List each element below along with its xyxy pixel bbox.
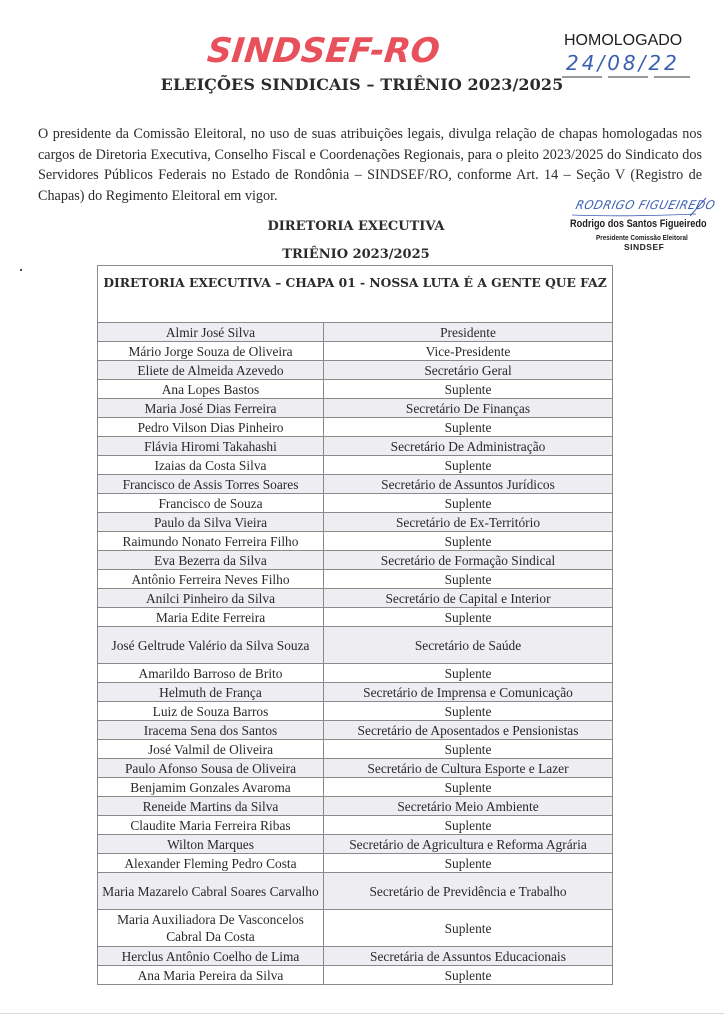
member-name: Paulo da Silva Vieira xyxy=(98,513,324,532)
table-row xyxy=(98,664,613,683)
chapa-title: DIRETORIA EXECUTIVA – CHAPA 01 - NOSSA LUTA É A GENTE QUE FAZ xyxy=(98,266,613,323)
table-row xyxy=(98,910,613,947)
table-row xyxy=(98,759,613,778)
member-role: Secretário de Previdência e Trabalho xyxy=(324,873,613,910)
member-role: Suplente xyxy=(324,816,613,835)
member-role: Suplente xyxy=(324,702,613,721)
table-row xyxy=(98,418,613,437)
intro-text: O presidente da Comissão Eleitoral, no uso de suas atribuições legais, divulga relação de chapas homologadas nos cargos de Diretoria Executiva, Conselho Fiscal e Coordenações Regionais, para o pleito 2023/2025 do Sindicato dos Servidores Públicos Federais no Estado de Rondônia – SINDSEF/RO, conforme Art. 14 – Seção V (Registro de Chapas) do Regimento Eleitoral em vigor. xyxy=(38,126,702,204)
member-name: Reneide Martins da Silva xyxy=(98,797,324,816)
table-row xyxy=(98,873,613,910)
member-name: José Valmil de Oliveira xyxy=(98,740,324,759)
table-row xyxy=(98,342,613,361)
member-name: Benjamim Gonzales Avaroma xyxy=(98,778,324,797)
member-role: Suplente xyxy=(324,532,613,551)
table-row xyxy=(98,494,613,513)
member-role: Secretário de Formação Sindical xyxy=(324,551,613,570)
member-name: Alexander Fleming Pedro Costa xyxy=(98,854,324,873)
member-role: Secretário de Capital e Interior xyxy=(324,589,613,608)
member-name: Herclus Antônio Coelho de Lima xyxy=(98,947,324,966)
member-name: Pedro Vilson Dias Pinheiro xyxy=(98,418,324,437)
member-name: Wilton Marques xyxy=(98,835,324,854)
member-role: Secretário de Aposentados e Pensionistas xyxy=(324,721,613,740)
member-role: Secretário De Administração xyxy=(324,437,613,456)
member-role: Vice-Presidente xyxy=(324,342,613,361)
member-role: Secretário Geral xyxy=(324,361,613,380)
handwritten-signature: RODRIGO FIGUEIREDO xyxy=(574,198,717,212)
member-name: Eva Bezerra da Silva xyxy=(98,551,324,570)
table-row xyxy=(98,778,613,797)
member-role: Secretário de Agricultura e Reforma Agrária xyxy=(324,835,613,854)
table-row xyxy=(98,740,613,759)
table-row xyxy=(98,966,613,985)
member-role: Presidente xyxy=(324,323,613,342)
table-row xyxy=(98,608,613,627)
table-row xyxy=(98,399,613,418)
member-name: Paulo Afonso Sousa de Oliveira xyxy=(98,759,324,778)
member-name: Luiz de Souza Barros xyxy=(98,702,324,721)
member-role: Suplente xyxy=(324,778,613,797)
table-row xyxy=(98,456,613,475)
member-name: Almir José Silva xyxy=(98,323,324,342)
member-name: Izaias da Costa Silva xyxy=(98,456,324,475)
member-name: Antônio Ferreira Neves Filho xyxy=(98,570,324,589)
member-name: Iracema Sena dos Santos xyxy=(98,721,324,740)
member-role: Secretário de Saúde xyxy=(324,627,613,664)
table-row xyxy=(98,589,613,608)
signer-org: SINDSEF xyxy=(624,242,665,252)
member-role: Secretário Meio Ambiente xyxy=(324,797,613,816)
stamp-date-text: 24/08/22 xyxy=(566,51,680,75)
member-name: Eliete de Almeida Azevedo xyxy=(98,361,324,380)
member-name: Francisco de Souza xyxy=(98,494,324,513)
sindsef-logo xyxy=(205,26,442,71)
table-row xyxy=(98,475,613,494)
section-subheading: TRIÊNIO 2023/2025 xyxy=(282,247,430,262)
member-role: Suplente xyxy=(324,664,613,683)
page-title: ELEIÇÕES SINDICAIS – TRIÊNIO 2023/2025 xyxy=(160,75,564,94)
table-row xyxy=(98,570,613,589)
section-heading: DIRETORIA EXECUTIVA xyxy=(267,219,445,234)
table-row xyxy=(98,551,613,570)
member-name: Ana Maria Pereira da Silva xyxy=(98,966,324,985)
member-name: Amarildo Barroso de Brito xyxy=(98,664,324,683)
member-name: Francisco de Assis Torres Soares xyxy=(98,475,324,494)
scan-speck xyxy=(20,269,22,271)
table-row xyxy=(98,437,613,456)
stamp-label: HOMOLOGADO xyxy=(564,32,683,49)
member-name: Maria José Dias Ferreira xyxy=(98,399,324,418)
member-role: Suplente xyxy=(324,380,613,399)
member-name: Flávia Hiromi Takahashi xyxy=(98,437,324,456)
member-role: Secretária de Assuntos Educacionais xyxy=(324,947,613,966)
member-name: Maria Mazarelo Cabral Soares Carvalho xyxy=(98,873,324,910)
member-role: Secretário de Assuntos Jurídicos xyxy=(324,475,613,494)
table-row xyxy=(98,797,613,816)
member-name: Maria Edite Ferreira xyxy=(98,608,324,627)
member-role: Suplente xyxy=(324,608,613,627)
table-row xyxy=(98,532,613,551)
table-row xyxy=(98,947,613,966)
table-row xyxy=(98,835,613,854)
chapa-table xyxy=(97,265,613,985)
table-row xyxy=(98,816,613,835)
member-name: Mário Jorge Souza de Oliveira xyxy=(98,342,324,361)
scan-edge xyxy=(0,1013,724,1014)
member-role: Suplente xyxy=(324,910,613,947)
member-name: Raimundo Nonato Ferreira Filho xyxy=(98,532,324,551)
table-row xyxy=(98,380,613,399)
table-row xyxy=(98,854,613,873)
signer-role: Presidente Comissão Eleitoral xyxy=(596,233,688,242)
table-row xyxy=(98,361,613,380)
member-role: Suplente xyxy=(324,854,613,873)
chapa-table-body xyxy=(98,323,613,985)
logo-text: SINDSEF-RO xyxy=(205,31,442,71)
member-name: Anilci Pinheiro da Silva xyxy=(98,589,324,608)
member-name: Claudite Maria Ferreira Ribas xyxy=(98,816,324,835)
member-role: Suplente xyxy=(324,494,613,513)
table-row xyxy=(98,683,613,702)
table-row xyxy=(98,513,613,532)
member-name: Helmuth de França xyxy=(98,683,324,702)
member-name: José Geltrude Valério da Silva Souza xyxy=(98,627,324,664)
signature-block xyxy=(566,196,716,268)
member-name: Maria Auxiliadora De Vasconcelos Cabral Da Costa xyxy=(98,910,324,947)
member-role: Secretário de Ex-Território xyxy=(324,513,613,532)
table-row xyxy=(98,721,613,740)
member-role: Suplente xyxy=(324,966,613,985)
member-role: Suplente xyxy=(324,570,613,589)
member-role: Suplente xyxy=(324,456,613,475)
table-row xyxy=(98,627,613,664)
intro-paragraph xyxy=(38,124,702,206)
member-role: Suplente xyxy=(324,418,613,437)
table-row xyxy=(98,323,613,342)
member-role: Suplente xyxy=(324,740,613,759)
member-role: Secretário De Finanças xyxy=(324,399,613,418)
member-role: Secretário de Imprensa e Comunicação xyxy=(324,683,613,702)
table-row xyxy=(98,702,613,721)
member-name: Ana Lopes Bastos xyxy=(98,380,324,399)
member-role: Secretário de Cultura Esporte e Lazer xyxy=(324,759,613,778)
signer-name: Rodrigo dos Santos Figueiredo xyxy=(570,218,707,230)
